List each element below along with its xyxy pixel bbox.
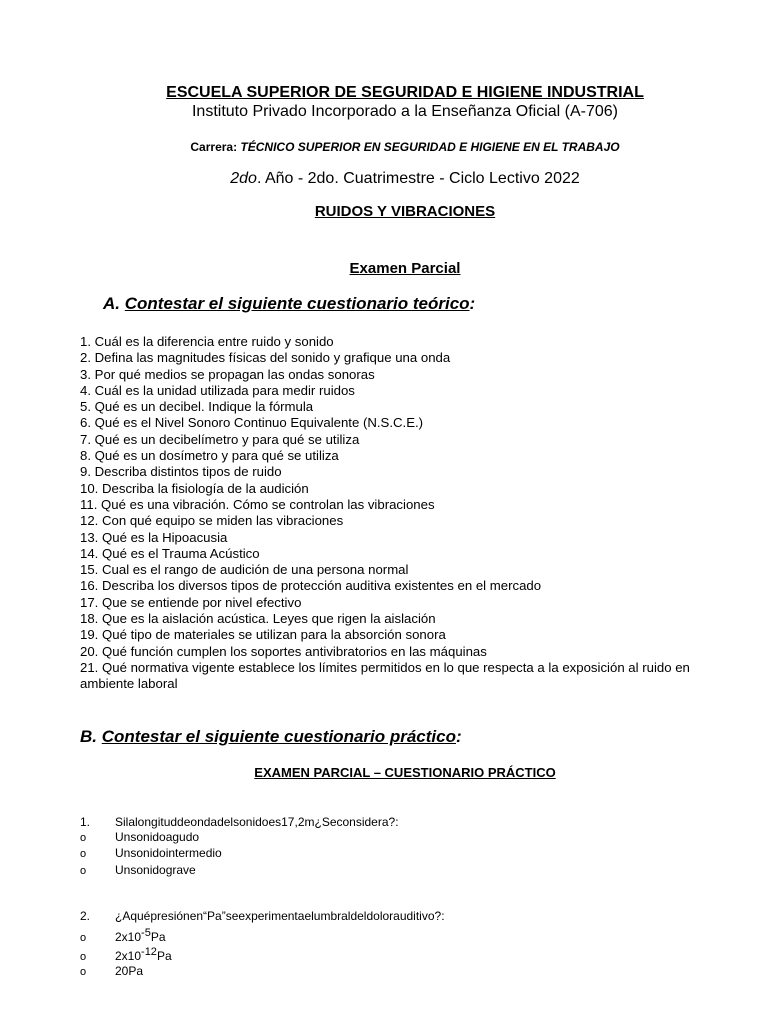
question-text: Silalongituddeondadelsonidoes17,2m¿Seconsidera?: — [115, 815, 399, 829]
list-item: 15. Cual es el rango de audición de una persona normal — [80, 562, 409, 578]
career-line — [0, 140, 768, 154]
practical-title — [0, 765, 768, 780]
option-exponent: -5 — [141, 927, 151, 939]
school-name: ESCUELA SUPERIOR DE SEGURIDAD E HIGIENE INDUSTRIAL — [166, 84, 644, 101]
list-item: 17. Que se entiende por nivel efectivo — [80, 594, 302, 610]
theory-question-list — [80, 334, 730, 693]
option-item — [80, 964, 143, 978]
year-rest: . Año - 2do. Cuatrimestre - Ciclo Lectivo 2022 — [256, 170, 580, 187]
option-text: Unsonidoagudo — [115, 830, 200, 844]
list-item: 1. Cuál es la diferencia entre ruido y sonido — [80, 334, 334, 349]
bullet-marker: o — [80, 832, 87, 844]
institute-name: Instituto Privado Incorporado a la Enseñanza Oficial (A-706) — [191, 103, 618, 120]
section-b-letter: B. — [80, 727, 97, 746]
career-label: Carrera: — [190, 140, 238, 154]
question-number: 2. — [80, 909, 91, 923]
list-item: 5. Qué es un decibel. Indique la fórmula — [80, 399, 314, 415]
question-number: 1. — [80, 815, 91, 829]
section-a-colon: : — [469, 294, 476, 313]
list-item: 7. Qué es un decibelímetro y para qué se utiliza — [80, 431, 360, 447]
option-item — [80, 946, 172, 963]
list-item: 2. Defina las magnitudes físicas del sonido y grafique una onda — [80, 350, 451, 366]
option-item — [80, 863, 196, 877]
option-unit: Pa — [150, 930, 166, 944]
list-item: 9. Describa distintos tipos de ruido — [80, 464, 282, 480]
list-item: 21. Qué normativa vigente establece los límites permitidos en lo que respecta a la exposición al ruido en ambiente laboral — [80, 659, 690, 692]
section-a-letter: A. — [103, 294, 120, 313]
list-item: 3. Por qué medios se propagan las ondas sonoras — [80, 366, 375, 382]
section-b-heading — [80, 727, 462, 747]
section-b-title: Contestar el siguiente cuestionario práctico — [101, 727, 456, 746]
list-item: 18. Que es la aislación acústica. Leyes que rigen la aislación — [80, 611, 436, 627]
list-item: 20. Qué función cumplen los soportes antivibratorios en las máquinas — [80, 643, 487, 659]
section-b-colon: : — [456, 727, 462, 746]
list-item: 10. Describa la fisiología de la audición — [80, 480, 309, 496]
bullet-marker: o — [80, 865, 87, 877]
practical-title-text: EXAMEN PARCIAL – CUESTIONARIO PRÁCTICO — [254, 765, 556, 780]
option-item — [80, 830, 199, 844]
bullet-marker: o — [80, 951, 87, 963]
year-italic: 2do — [230, 170, 257, 187]
section-a-title: Contestar el siguiente cuestionario teórico — [124, 294, 470, 313]
option-text: Unsonidointermedio — [115, 846, 222, 860]
list-item: 12. Con qué equipo se miden las vibraciones — [80, 513, 344, 529]
option-exponent: -12 — [141, 946, 157, 958]
practical-question-1 — [80, 815, 399, 829]
list-item: 11. Qué es una vibración. Cómo se controlan las vibraciones — [80, 496, 435, 512]
option-item — [80, 927, 166, 944]
bullet-marker: o — [80, 848, 87, 860]
option-text: Unsonidograve — [115, 863, 196, 877]
option-base: 2x10 — [115, 930, 142, 944]
list-item: 14. Qué es el Trauma Acústico — [80, 545, 260, 561]
list-item: 19. Qué tipo de materiales se utilizan para la absorción sonora — [80, 627, 446, 643]
option-item — [80, 846, 222, 860]
bullet-marker: o — [80, 966, 87, 978]
exam-title: Examen Parcial — [349, 260, 461, 277]
subject-title: RUIDOS Y VIBRACIONES — [314, 203, 496, 220]
option-base: 2x10 — [115, 949, 142, 963]
option-unit: Pa — [156, 949, 172, 963]
list-item: 13. Qué es la Hipoacusia — [80, 529, 228, 545]
section-a-heading — [103, 294, 475, 314]
question-text: ¿Aquépresiónen“Pa”seexperimentaelumbraldeldolorauditivo?: — [115, 909, 445, 923]
career-value: TÉCNICO SUPERIOR EN SEGURIDAD E HIGIENE EN EL TRABAJO — [237, 140, 620, 154]
list-item: 6. Qué es el Nivel Sonoro Continuo Equivalente (N.S.C.E.) — [80, 415, 424, 431]
option-text: 20Pa — [115, 964, 144, 978]
practical-question-2 — [80, 909, 445, 923]
list-item: 8. Qué es un dosímetro y para qué se utiliza — [80, 448, 339, 464]
academic-year-line — [0, 170, 768, 188]
bullet-marker: o — [80, 932, 87, 944]
list-item: 16. Describa los diversos tipos de protección auditiva existentes en el mercado — [80, 578, 542, 594]
list-item: 4. Cuál es la unidad utilizada para medir ruidos — [80, 382, 355, 398]
